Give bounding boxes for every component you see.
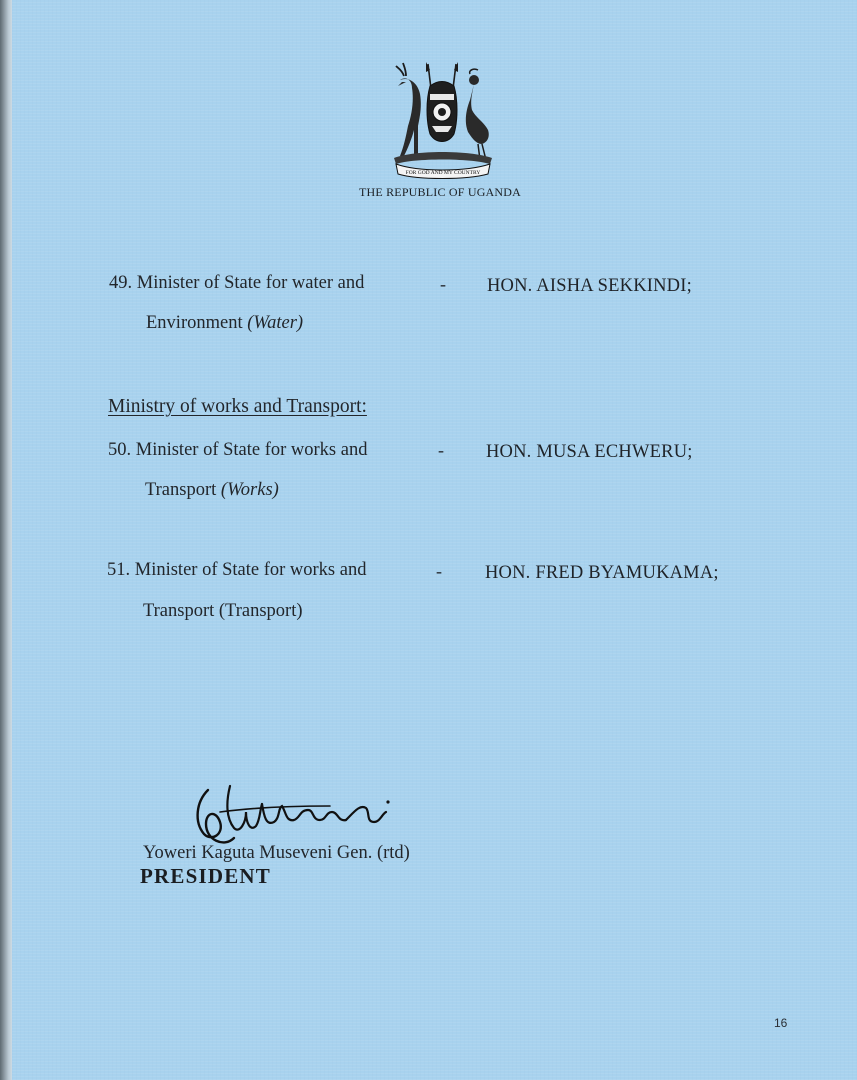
entry-50-line-1: 50. Minister of State for works and bbox=[108, 440, 368, 460]
signatory-name: Yoweri Kaguta Museveni Gen. (rtd) bbox=[143, 843, 410, 863]
entry-51-appointee: HON. FRED BYAMUKAMA; bbox=[485, 563, 719, 583]
entry-51-line-2 bbox=[143, 601, 303, 622]
entry-51-line-2-plain: Transport (Transport) bbox=[143, 601, 303, 621]
emblem-motto: FOR GOD AND MY COUNTRY bbox=[405, 170, 481, 176]
entry-50-appointee: HON. MUSA ECHWERU; bbox=[486, 442, 693, 462]
entry-49-line-2-italic: (Water) bbox=[247, 313, 304, 333]
entry-49-line-2 bbox=[146, 313, 303, 334]
entry-49-line-2-plain: Environment bbox=[146, 313, 243, 333]
entry-50-line-2-italic: (Works) bbox=[220, 480, 279, 500]
coat-of-arms-emblem bbox=[384, 60, 500, 182]
page-number: 16 bbox=[774, 1016, 788, 1030]
entry-51-line-1: 51. Minister of State for works and bbox=[107, 560, 367, 580]
section-heading: Ministry of works and Transport: bbox=[108, 396, 367, 417]
entry-51-dash: - bbox=[436, 561, 442, 581]
entry-49-dash: - bbox=[440, 274, 446, 294]
entry-50-line-2 bbox=[145, 480, 279, 501]
entry-49-line-1: 49. Minister of State for water and bbox=[109, 273, 365, 293]
signatory-title: PRESIDENT bbox=[140, 864, 271, 888]
republic-heading: THE REPUBLIC OF UGANDA bbox=[358, 185, 522, 199]
entry-50-dash: - bbox=[438, 440, 444, 460]
entry-49-appointee: HON. AISHA SEKKINDI; bbox=[487, 276, 692, 296]
entry-50-line-2-plain: Transport bbox=[145, 480, 217, 500]
